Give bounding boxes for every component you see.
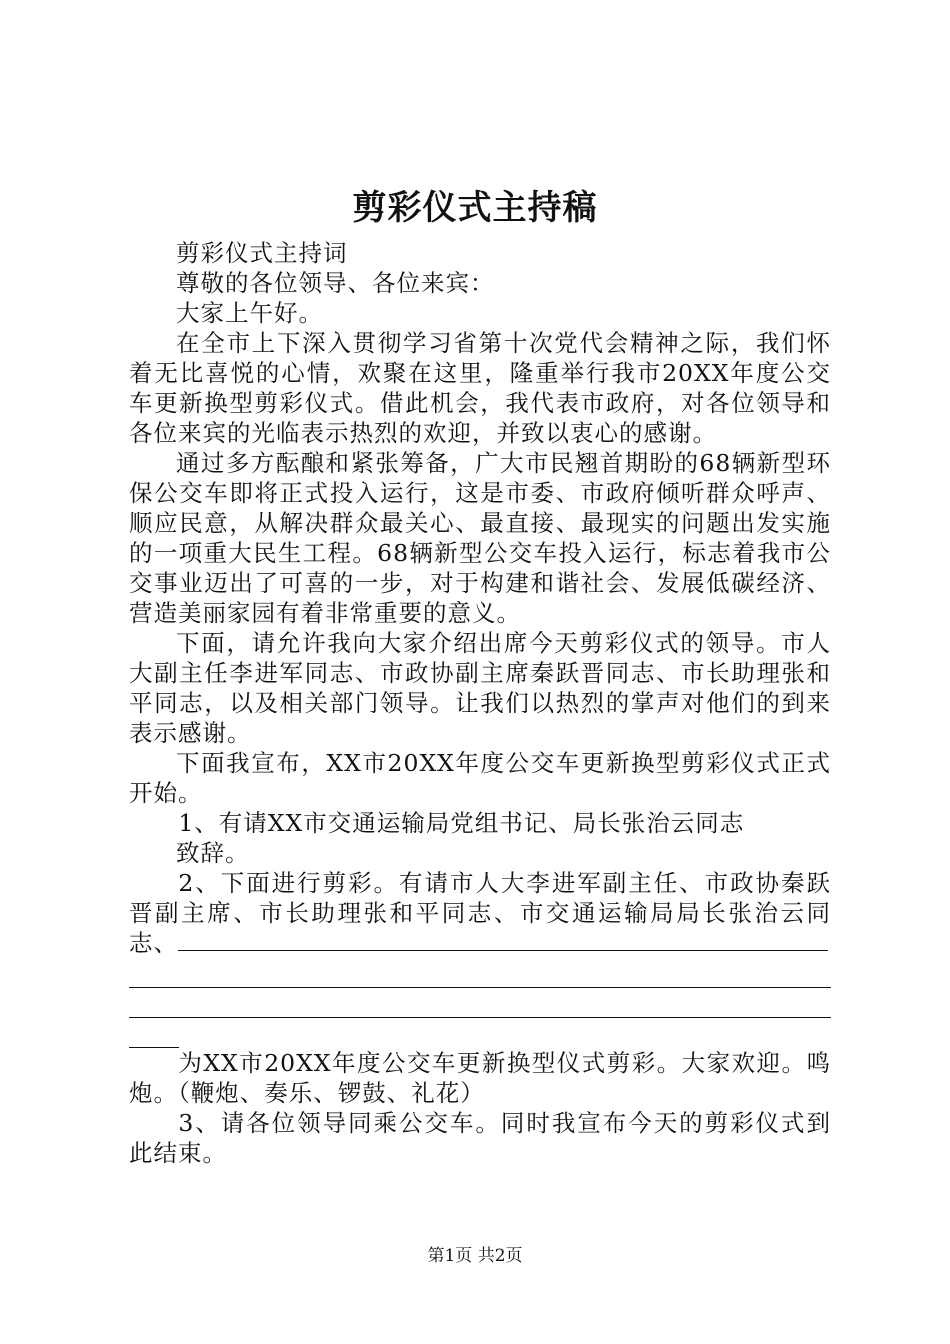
- paragraph-greeting: 大家上午好。: [176, 299, 323, 327]
- item-2-text: 2、下面进行剪彩。有请市人大李进军副主任、市政协秦跃晋副主席、市长助理张和平同志、市交通运输局局长张治云同志、: [129, 869, 831, 957]
- paragraph-salutation: 尊敬的各位领导、各位来宾：: [176, 269, 495, 297]
- fill-in-blank-line: [129, 988, 831, 1018]
- fill-in-blank-line: [178, 928, 828, 951]
- paragraph-announcement: 下面我宣布，XX市20XX年度公交车更新换型剪彩仪式正式开始。: [129, 749, 831, 807]
- paragraph-item-2: [129, 868, 831, 958]
- paragraph-subtitle: 剪彩仪式主持词: [176, 239, 348, 267]
- fill-in-blank-line: [129, 1018, 179, 1048]
- paragraph-introductions: 下面，请允许我向大家介绍出席今天剪彩仪式的领导。市人大副主任李进军同志、市政协副主席秦跃晋同志、市长助理张和平同志，以及相关部门领导。让我们以热烈的掌声对他们的到来表示感谢。: [129, 629, 831, 747]
- document-title: 剪彩仪式主持稿: [352, 188, 598, 228]
- paragraph-opening: 在全市上下深入贯彻学习省第十次党代会精神之际，我们怀着无比喜悦的心情，欢聚在这里，隆重举行我市20XX年度公交车更新换型剪彩仪式。借此机会，我代表市政府，对各位领导和各位来宾的光临表示热烈的欢迎，并致以衷心的感谢。: [129, 329, 831, 447]
- fill-in-blank-line: [129, 958, 831, 988]
- paragraph-item-1-cont: 致辞。: [176, 839, 250, 867]
- paragraph-item-3: 3、请各位领导同乘公交车。同时我宣布今天的剪彩仪式到此结束。: [129, 1109, 831, 1167]
- paragraph-background: 通过多方酝酿和紧张筹备，广大市民翘首期盼的68辆新型环保公交车即将正式投入运行，这是市委、市政府倾听群众呼声、顺应民意，从解决群众最关心、最直接、最现实的问题出发实施的一项重大民生工程。68辆新型公交车投入运行，标志着我市公交事业迈出了可喜的一步，对于构建和谐社会、发展低碳经济、营造美丽家园有着非常重要的意义。: [129, 449, 831, 627]
- document-body: [129, 238, 831, 1168]
- page-number-footer: 第1页 共2页: [427, 1246, 523, 1266]
- paragraph-ribbon-cutting: 为XX市20XX年度公交车更新换型仪式剪彩。大家欢迎。鸣炮。（鞭炮、奏乐、锣鼓、礼花）: [129, 1049, 831, 1107]
- paragraph-item-1: 1、有请XX市交通运输局党组书记、局长张治云同志: [178, 809, 745, 837]
